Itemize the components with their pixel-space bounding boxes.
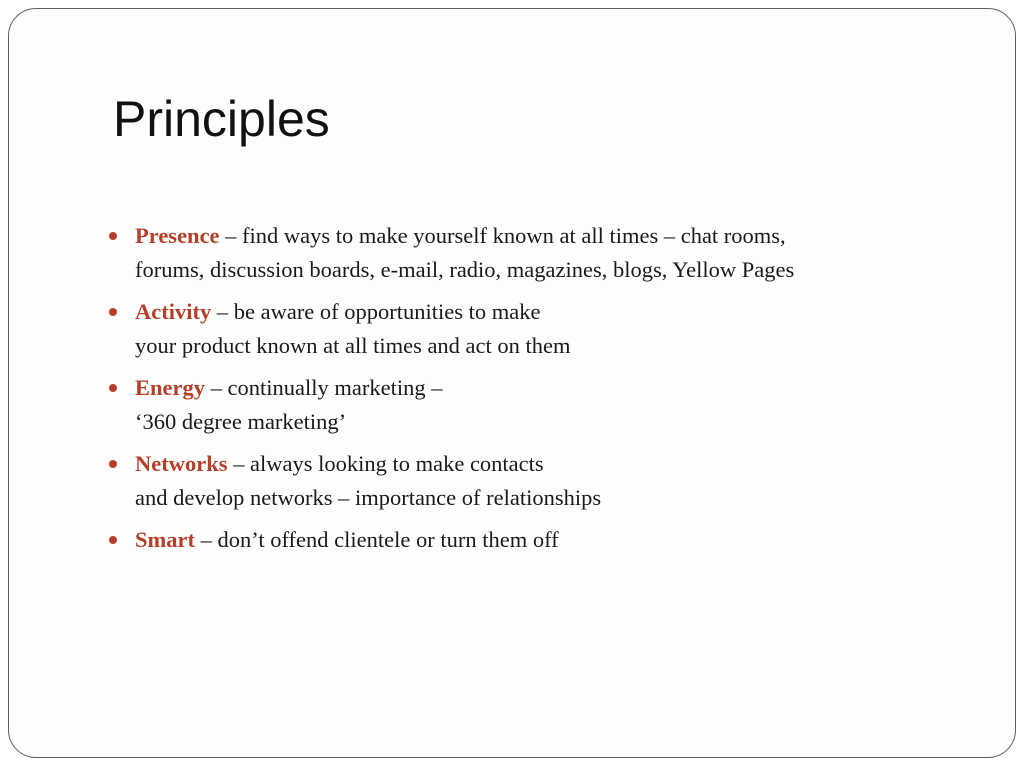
bullet-item-activity [103,295,963,363]
bullet-text: – don’t offend clientele or turn them off [195,527,559,552]
bullet-dot-icon [109,384,117,392]
bullet-line: ‘360 degree marketing’ [135,409,347,434]
bullet-text: – continually marketing – [205,375,443,400]
bullet-term: Energy [135,375,205,400]
bullet-line [135,447,963,481]
bullet-line: and develop networks – importance of relationships [135,485,602,510]
bullet-text: – be aware of opportunities to make [211,299,541,324]
bullet-item-smart [103,523,963,557]
bullet-text: – always looking to make contacts [227,451,544,476]
bullet-line: forums, discussion boards, e-mail, radio, magazines, blogs, Yellow Pages [135,257,795,282]
bullet-term: Presence [135,223,220,248]
bullet-text: – find ways to make yourself known at all times – chat rooms, [219,223,786,248]
bullet-term: Activity [135,299,212,324]
bullet-line [135,295,963,329]
bullet-term: Smart [135,527,195,552]
bullet-line [135,219,963,253]
bullet-dot-icon [109,308,117,316]
bullet-dot-icon [109,232,117,240]
bullet-item-presence [103,219,963,287]
bullet-term: Networks [135,451,228,476]
bullet-dot-icon [109,536,117,544]
slide [8,8,1016,758]
bullet-item-energy [103,371,963,439]
bullet-line [135,371,963,405]
bullet-dot-icon [109,460,117,468]
slide-title: Principles [113,91,330,147]
bullet-line: your product known at all times and act on them [135,333,571,358]
bullet-line [135,523,963,557]
bullet-list [103,219,963,565]
bullet-item-networks [103,447,963,515]
